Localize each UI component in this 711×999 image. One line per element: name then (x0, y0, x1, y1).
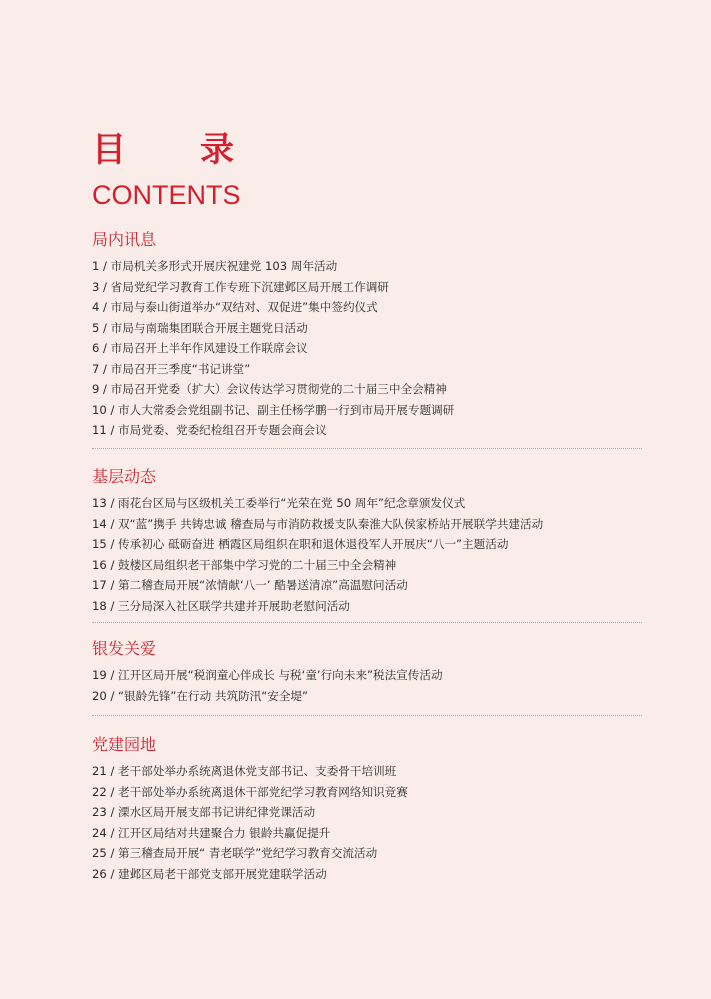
toc-item[interactable]: 16 / 鼓楼区局组织老干部集中学习党的二十届三中全会精神 (92, 557, 397, 572)
toc-item[interactable]: 7 / 市局召开三季度“书记讲堂” (92, 361, 251, 376)
section-silver-care (92, 638, 642, 706)
section-title: 党建园地 (92, 735, 157, 754)
toc-item[interactable]: 1 / 市局机关多形式开展庆祝建党 103 周年活动 (92, 259, 338, 273)
toc-item[interactable]: 5 / 市局与南瑞集团联合开展主题党日活动 (92, 320, 308, 335)
toc-item[interactable]: 3 / 省局党纪学习教育工作专班下沉建邺区局开展工作调研 (92, 279, 389, 294)
toc-item[interactable]: 14 / 双“蓝”携手 共铸忠诚 稽查局与市消防救援支队秦淮大队侯家桥站开展联学共建活动 (92, 516, 544, 531)
section-divider (92, 448, 642, 449)
title-char-2: 录 (200, 130, 236, 170)
toc-item[interactable]: 10 / 市人大常委会党组副书记、副主任杨学鹏一行到市局开展专题调研 (92, 402, 455, 417)
section-title: 银发关爱 (92, 639, 157, 658)
toc-item[interactable]: 23 / 溧水区局开展支部书记讲纪律党课活动 (92, 805, 316, 819)
section-divider (92, 715, 642, 716)
toc-item[interactable]: 25 / 第三稽查局开展“ 青老联学”党纪学习教育交流活动 (92, 846, 378, 860)
toc-item[interactable]: 24 / 江开区局结对共建聚合力 银龄共赢促提升 (92, 825, 331, 840)
toc-item[interactable]: 18 / 三分局深入社区联学共建并开展助老慰问活动 (92, 598, 350, 613)
section-grassroots-news (92, 466, 642, 616)
toc-item[interactable]: 20 / “银龄先锋”在行动 共筑防汛“安全堤” (92, 688, 309, 703)
section-internal-news (92, 229, 642, 441)
section-divider (92, 622, 642, 623)
toc-item[interactable]: 13 / 雨花台区局与区级机关工委举行“光荣在党 50 周年”纪念章颁发仪式 (92, 496, 466, 510)
toc-item[interactable]: 15 / 传承初心 砥砺奋进 栖霞区局组织在职和退休退役军人开展庆“八一”主题活动 (92, 537, 509, 551)
toc-item[interactable]: 19 / 江开区局开展“税润童心伴成长 与税‘童’行向未来”税法宣传活动 (92, 668, 443, 682)
section-title: 局内讯息 (92, 230, 157, 249)
page-title-en: CONTENTS (92, 180, 241, 210)
section-title: 基层动态 (92, 467, 157, 486)
toc-item[interactable]: 21 / 老干部处举办系统离退休党支部书记、支委骨干培训班 (92, 764, 397, 778)
toc-item[interactable]: 22 / 老干部处举办系统离退休干部党纪学习教育网络知识竞赛 (92, 784, 408, 799)
section-party-building (92, 734, 642, 884)
title-char-1: 目 (92, 130, 128, 170)
toc-item[interactable]: 11 / 市局党委、党委纪检组召开专题会商会议 (92, 423, 327, 437)
page-title-cn (92, 128, 236, 172)
toc-item[interactable]: 4 / 市局与泰山街道举办“双结对、双促进”集中签约仪式 (92, 300, 378, 314)
toc-item[interactable]: 26 / 建邺区局老干部党支部开展党建联学活动 (92, 866, 327, 881)
toc-item[interactable]: 17 / 第二稽查局开展“浓情献‘八一’ 酷暑送清凉”高温慰问活动 (92, 578, 408, 592)
toc-item[interactable]: 9 / 市局召开党委（扩大）会议传达学习贯彻党的二十届三中全会精神 (92, 382, 447, 396)
toc-item[interactable]: 6 / 市局召开上半年作风建设工作联席会议 (92, 341, 308, 355)
